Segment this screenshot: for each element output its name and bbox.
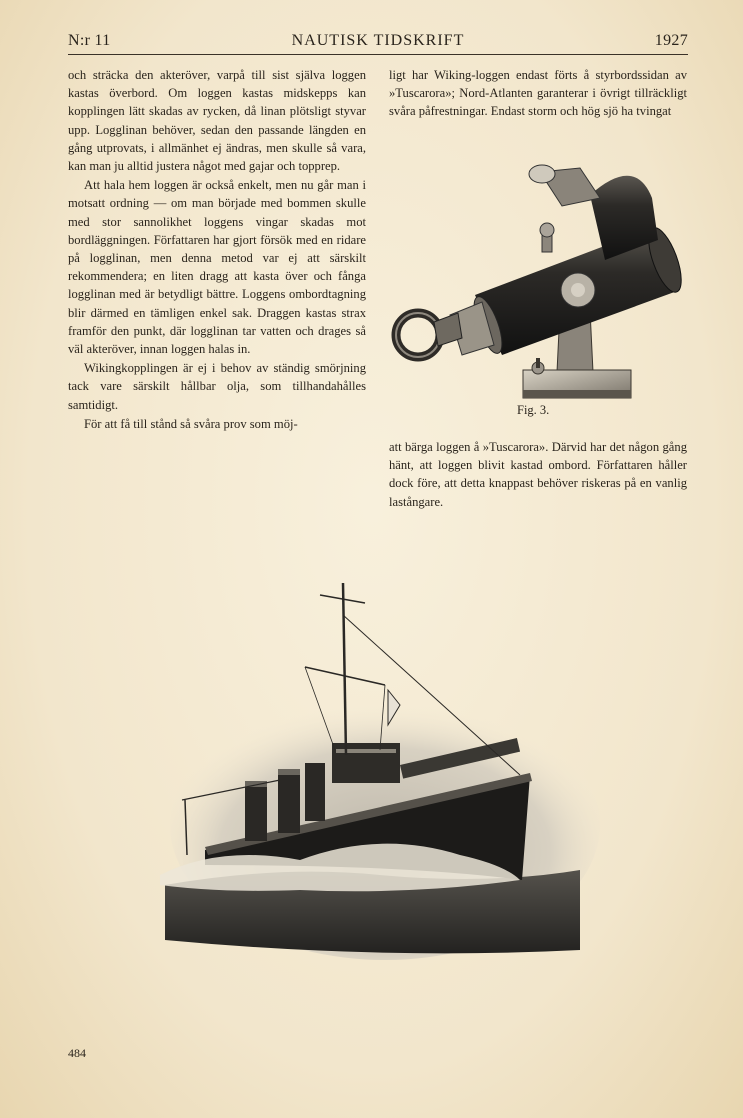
journal-title: NAUTISK TIDSKRIFT xyxy=(291,32,465,49)
right-column-top xyxy=(389,66,687,121)
right-column-bottom xyxy=(389,438,687,511)
paragraph: att bärga loggen å »Tuscarora». Därvid har det någon gång hänt, att loggen blivit kastad ombord. Författaren håller dock före, att detta knappast behöver riskeras på en vanlig lastångare. xyxy=(389,440,687,509)
figure-caption: Fig. 3. xyxy=(517,403,550,417)
left-column xyxy=(68,66,366,433)
paragraph: ligt har Wiking-loggen endast förts å styrbordssidan av »Tuscarora»; Nord-Atlanten garanterar i övrigt tillräckligt svåra påfrestningar. Endast storm och hög sjö ha tvingat xyxy=(389,68,687,119)
issue-number: N:r 11 xyxy=(68,32,111,49)
paragraph: Att hala hem loggen är också enkelt, men nu går man i motsatt ordning — om man började med bommen skulle med stor sannolikhet loggens vingar skadas mot bordläggningen. Författaren har gjort försök med en ridare på logglinan, men denna metod var ej att särskilt rekommendera; en liten dragg att kasta över och fånga logglinan med är betydligt bättre. Loggens ombordtagning blir därmed en tämligen enkel sak. Draggen kastas strax framför den punkt, där logglinan tar vatten och drages så väl akteröver, innan loggen halas in. xyxy=(68,178,366,357)
paragraph: Wikingkopplingen är ej i behov av ständig smörjning tack vare särskilt hållbar olja, som tillhandahålles samtidigt. xyxy=(68,361,366,412)
page-number: 484 xyxy=(68,1046,86,1060)
paragraph: För att få till stånd så svåra prov som möj- xyxy=(84,416,298,431)
running-header xyxy=(68,32,688,55)
destroyer-photograph xyxy=(160,575,600,960)
publication-year: 1927 xyxy=(654,32,688,49)
log-coupling-illustration xyxy=(390,150,690,405)
eye-ring xyxy=(396,313,462,357)
paragraph: och sträcka den akteröver, varpå till sist själva loggen kastas överbord. Om loggen kastas midskepps kan kopplingen lätt skadas av rycken, då linan plötsligt styvar upp. Logglinan behöver, sedan den passande längden en gång utprovats, i allmänhet ej ändras, men skulle så vara, kan man ju alltid justera något med gajar och topprep. xyxy=(68,68,366,174)
